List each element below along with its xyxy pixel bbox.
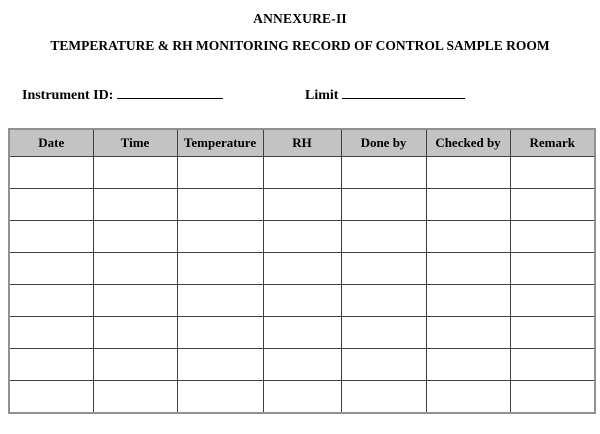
table-cell bbox=[510, 317, 595, 349]
table-cell bbox=[93, 285, 177, 317]
table-cell bbox=[177, 157, 263, 189]
table-cell bbox=[9, 285, 93, 317]
table-cell bbox=[9, 221, 93, 253]
table-cell bbox=[426, 157, 510, 189]
table-cell bbox=[341, 189, 426, 221]
annexure-title: ANNEXURE-II bbox=[253, 11, 347, 26]
monitoring-table bbox=[8, 128, 596, 414]
table-row bbox=[9, 349, 595, 381]
table-cell bbox=[9, 381, 93, 414]
table-cell bbox=[341, 317, 426, 349]
table-cell bbox=[177, 221, 263, 253]
table-cell bbox=[426, 285, 510, 317]
column-header-time: Time bbox=[93, 129, 177, 157]
instrument-id-field bbox=[22, 84, 223, 104]
table-cell bbox=[426, 349, 510, 381]
table-cell bbox=[510, 253, 595, 285]
table-cell bbox=[426, 381, 510, 414]
table-cell bbox=[510, 349, 595, 381]
table-row bbox=[9, 317, 595, 349]
table-cell bbox=[93, 221, 177, 253]
table-cell bbox=[426, 189, 510, 221]
instrument-id-label: Instrument ID: bbox=[22, 88, 114, 103]
column-header-checked-by: Checked by bbox=[426, 129, 510, 157]
table-cell bbox=[93, 349, 177, 381]
table-cell bbox=[510, 189, 595, 221]
table-cell bbox=[426, 221, 510, 253]
table-cell bbox=[263, 285, 341, 317]
table-cell bbox=[341, 285, 426, 317]
column-header-date: Date bbox=[9, 129, 93, 157]
table-cell bbox=[263, 317, 341, 349]
table-row bbox=[9, 221, 595, 253]
column-header-rh: RH bbox=[263, 129, 341, 157]
table-cell bbox=[341, 253, 426, 285]
table-cell bbox=[510, 221, 595, 253]
instrument-id-blank bbox=[117, 84, 223, 99]
table-cell bbox=[177, 253, 263, 285]
table-cell bbox=[263, 253, 341, 285]
table-cell bbox=[263, 381, 341, 414]
table-cell bbox=[263, 349, 341, 381]
table-cell bbox=[510, 285, 595, 317]
limit-label: Limit bbox=[305, 88, 339, 103]
table-row bbox=[9, 157, 595, 189]
limit-blank bbox=[342, 84, 465, 99]
document-title: TEMPERATURE & RH MONITORING RECORD OF CONTROL SAMPLE ROOM bbox=[50, 38, 550, 53]
table-cell bbox=[9, 253, 93, 285]
table-cell bbox=[341, 349, 426, 381]
table-row bbox=[9, 253, 595, 285]
table-cell bbox=[263, 189, 341, 221]
table-cell bbox=[341, 157, 426, 189]
table-cell bbox=[93, 189, 177, 221]
table-cell bbox=[177, 381, 263, 414]
table-cell bbox=[341, 221, 426, 253]
table-cell bbox=[93, 381, 177, 414]
table-cell bbox=[510, 381, 595, 414]
table-cell bbox=[9, 317, 93, 349]
column-header-temperature: Temperature bbox=[177, 129, 263, 157]
table-row bbox=[9, 285, 595, 317]
table-cell bbox=[93, 157, 177, 189]
limit-field bbox=[305, 84, 465, 104]
table-cell bbox=[9, 189, 93, 221]
table-row bbox=[9, 381, 595, 414]
table-cell bbox=[510, 157, 595, 189]
table-cell bbox=[263, 157, 341, 189]
table-cell bbox=[341, 381, 426, 414]
table-cell bbox=[177, 317, 263, 349]
table-cell bbox=[93, 253, 177, 285]
table-cell bbox=[177, 285, 263, 317]
fields-row bbox=[0, 84, 600, 104]
table-cell bbox=[263, 221, 341, 253]
table-cell bbox=[9, 157, 93, 189]
table-cell bbox=[93, 317, 177, 349]
table-header-row bbox=[9, 129, 595, 157]
column-header-remark: Remark bbox=[510, 129, 595, 157]
table-cell bbox=[177, 349, 263, 381]
table-body bbox=[9, 157, 595, 414]
table-cell bbox=[426, 253, 510, 285]
table-cell bbox=[177, 189, 263, 221]
table-row bbox=[9, 189, 595, 221]
column-header-done-by: Done by bbox=[341, 129, 426, 157]
table-cell bbox=[9, 349, 93, 381]
table-cell bbox=[426, 317, 510, 349]
